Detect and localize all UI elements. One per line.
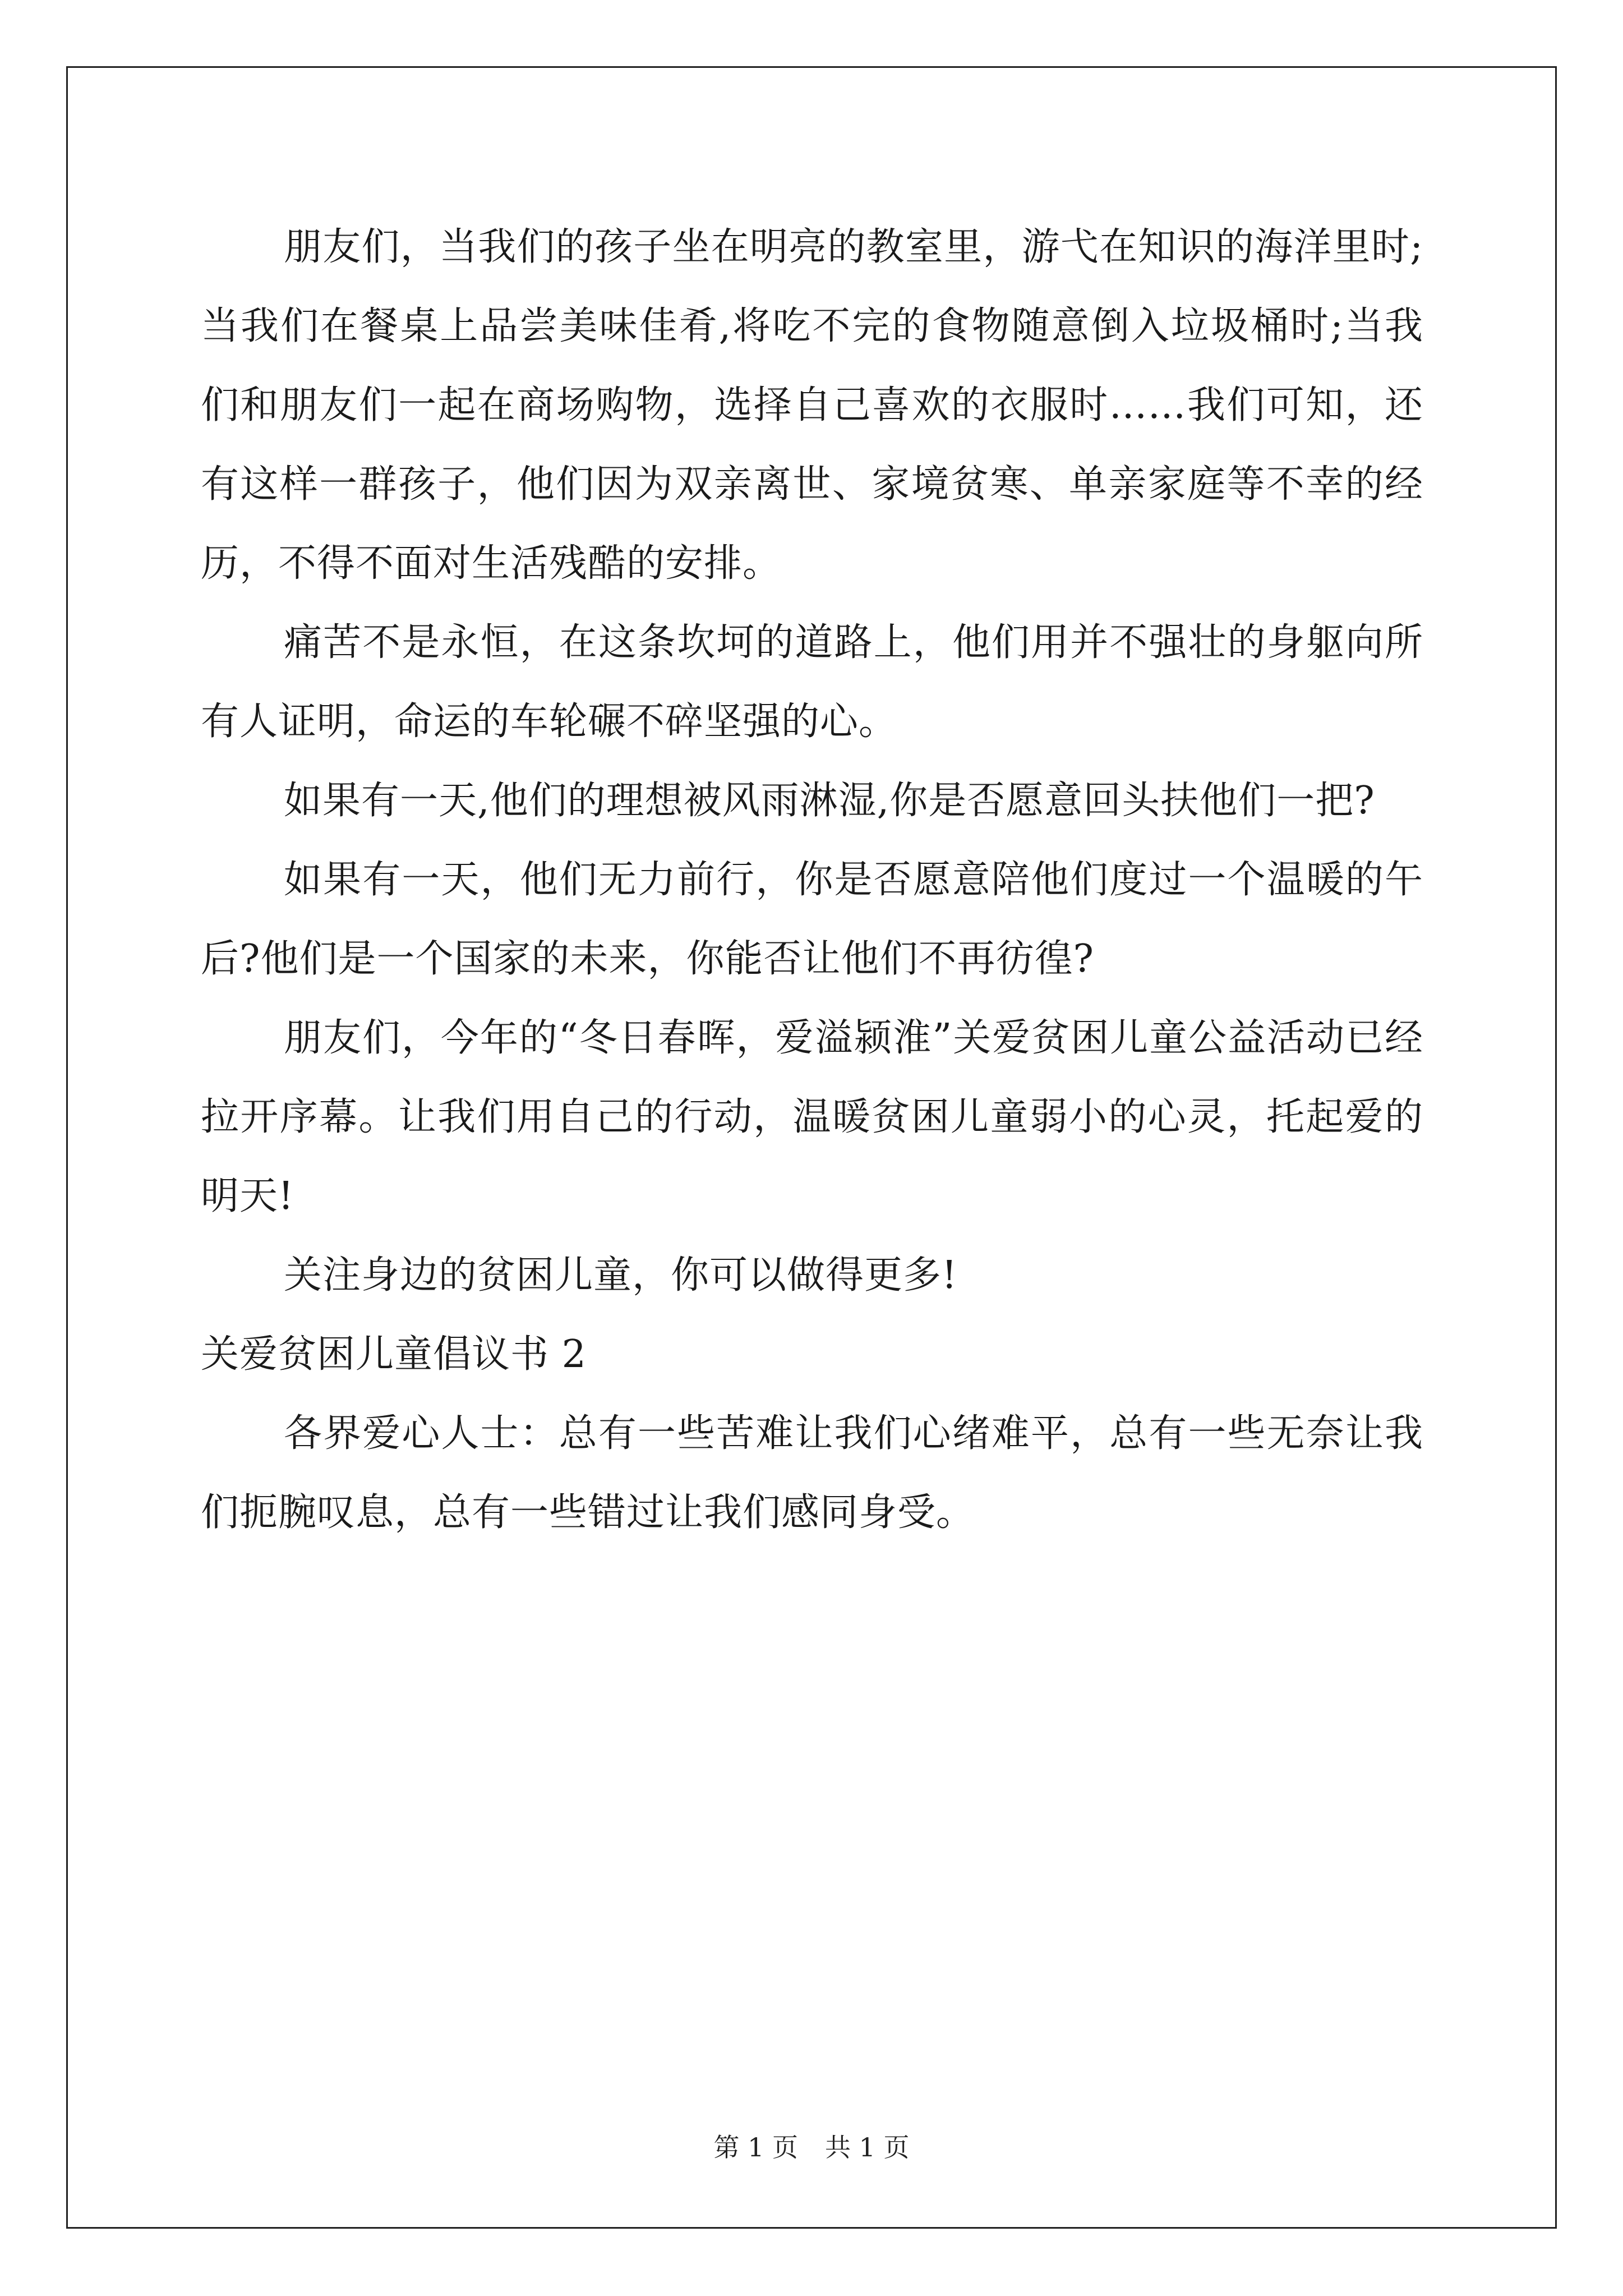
paragraph: 关注身边的贫困儿童，你可以做得更多! — [284, 1253, 958, 1297]
paragraph: 如果有一天,他们的理想被风雨淋湿,你是否愿意回头扶他们一把? — [284, 779, 1375, 823]
paragraph: 各界爱心人士：总有一些苦难让我们心绪难平，总有一些无奈让我们扼腕叹息，总有一些错过让我们感同身受。 — [201, 1411, 1423, 1535]
document-body — [201, 208, 1423, 1552]
section-title: 关爱贫困儿童倡议书 2 — [201, 1332, 587, 1377]
paragraph: 痛苦不是永恒，在这条坎坷的道路上，他们用并不强壮的身躯向所有人证明，命运的车轮碾不碎坚强的心。 — [201, 620, 1423, 744]
paragraph: 如果有一天，他们无力前行，你是否愿意陪他们度过一个温暖的午后?他们是一个国家的未来，你能否让他们不再彷徨? — [201, 858, 1423, 981]
page-number: 第 1 页 — [713, 2132, 798, 2162]
page-footer — [0, 2131, 1623, 2164]
paragraph: 朋友们，今年的“冬日春晖，爱溢颍淮”关爱贫困儿童公益活动已经拉开序幕。让我们用自己的行动，温暖贫困儿童弱小的心灵，托起爱的明天! — [201, 1016, 1423, 1218]
page-total: 共 1 页 — [825, 2132, 910, 2162]
paragraph: 朋友们，当我们的孩子坐在明亮的教室里，游弋在知识的海洋里时;当我们在餐桌上品尝美味佳肴,将吃不完的食物随意倒入垃圾桶时;当我们和朋友们一起在商场购物，选择自己喜欢的衣服时……我们可知，还有这样一群孩子，他们因为双亲离世、家境贫寒、单亲家庭等不幸的经历，不得不面对生活残酷的安排。 — [201, 225, 1423, 586]
